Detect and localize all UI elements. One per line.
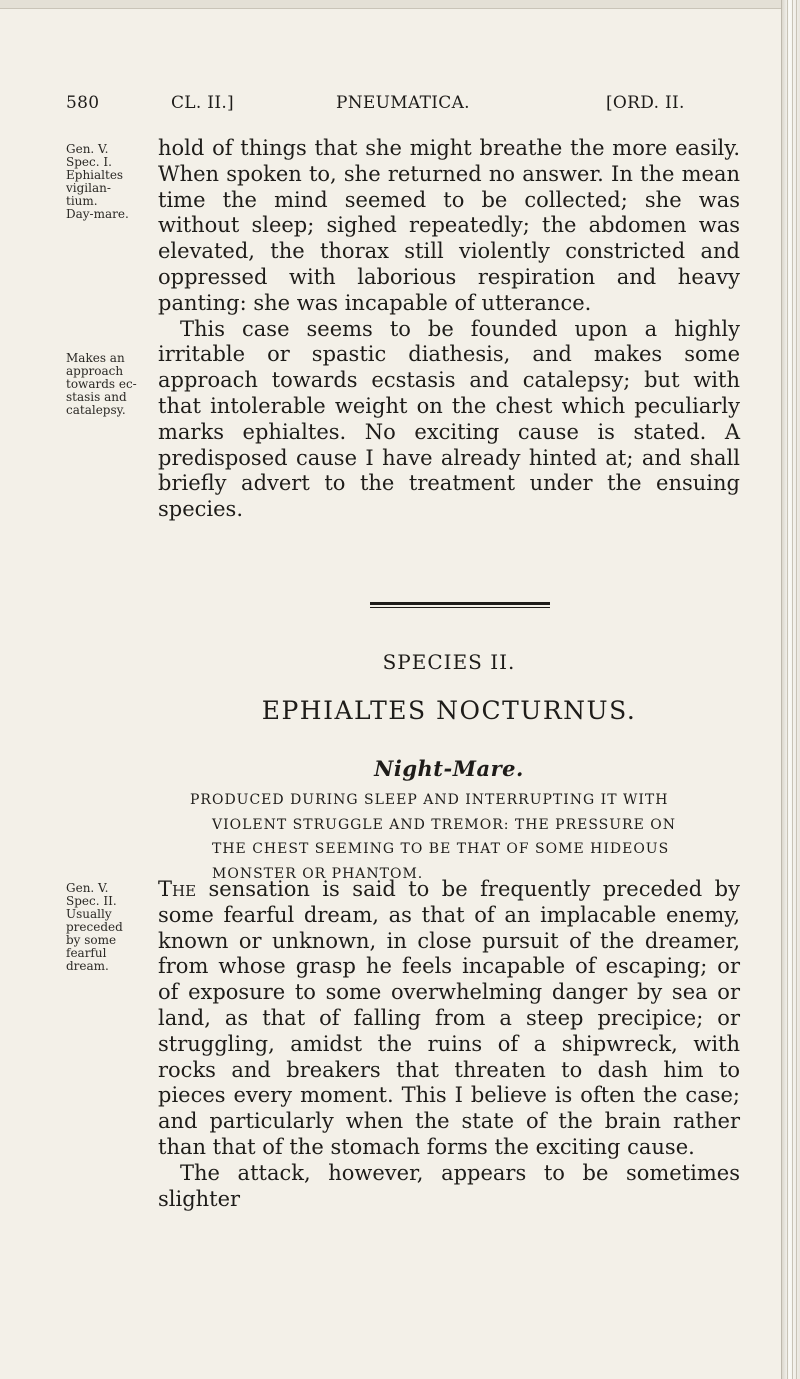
edge-rule — [796, 0, 797, 1379]
definition-line: VIOLENT STRUGGLE AND TREMOR: THE PRESSURE ON — [212, 816, 676, 833]
page-number: 580 — [66, 93, 100, 113]
section-divider — [370, 602, 550, 609]
paragraph-lead-word: The — [158, 877, 197, 901]
margin-note-catalepsy: Makes an approach towards ec- stasis and catalepsy. — [66, 351, 137, 417]
species-number: SPECIES II. — [382, 650, 516, 674]
class-reference: CL. II.] — [171, 93, 234, 113]
edge-rule — [792, 0, 793, 1379]
paragraph: The attack, however, appears to be sometimes slighter — [158, 1160, 740, 1211]
paragraph: This case seems to be founded upon a highly irritable or spastic diathesis, and makes some approach towards ecstasis and catalepsy; but with that intolerable weight on the chest which peculiarly marks ephialtes. No exciting cause is stated. A predisposed cause I have already hinted at; and shall briefly advert to the treatment under the ensuing species. — [158, 316, 740, 522]
definition-line: THE CHEST SEEMING TO BE THAT OF SOME HIDEOUS — [212, 841, 670, 857]
divider-thin-rule — [370, 607, 550, 608]
page-top-edge — [0, 0, 782, 9]
order-reference: [ORD. II. — [606, 93, 685, 113]
paragraph: hold of things that she might breathe the more easily. When spoken to, she returned no answer. In the mean time the mind seemed to be collected; she was without sleep; sighed repeatedly; the abdomen was elevated, the thorax still violently constricted and oppressed with laborious respiration and heavy panting: she was incapable of utterance. — [158, 136, 740, 315]
running-title: PNEUMATICA. — [336, 93, 470, 113]
page-right-edge — [781, 0, 800, 1379]
species-definition — [190, 788, 745, 886]
definition-line: PRODUCED DURING SLEEP AND INTERRUPTING IT WITH — [190, 792, 669, 808]
divider-thick-rule — [370, 602, 550, 605]
edge-rule — [787, 0, 788, 1379]
common-name: Night-Mare. — [374, 756, 524, 781]
body-text-bottom — [158, 877, 740, 1212]
body-text-top — [158, 136, 740, 523]
running-header — [66, 93, 736, 117]
species-name: EPHIALTES NOCTURNUS. — [261, 696, 637, 725]
paragraph: sensation is said to be frequently preceded by some fearful dream, as that of an implacable enemy, known or unknown, in close pursuit of the dreamer, from whose grasp he feels incapable of escaping; or of exposure to some overwhelming danger by sea or land, as that of falling from a steep precipice; or struggling, amidst the ruins of a shipwreck, with rocks and breakers that threaten to dash him to pieces every moment. This I believe is often the case; and particularly when the state of the brain rather than that of the stomach forms the exciting cause. — [158, 877, 740, 1159]
margin-note-fearful-dream: Gen. V. Spec. II. Usually preceded by some fearful dream. — [66, 881, 123, 973]
definition-line: MONSTER OR PHANTOM. — [212, 865, 424, 882]
margin-note-day-mare: Gen. V. Spec. I. Ephialtes vigilan- tium. Day-mare. — [66, 142, 129, 221]
